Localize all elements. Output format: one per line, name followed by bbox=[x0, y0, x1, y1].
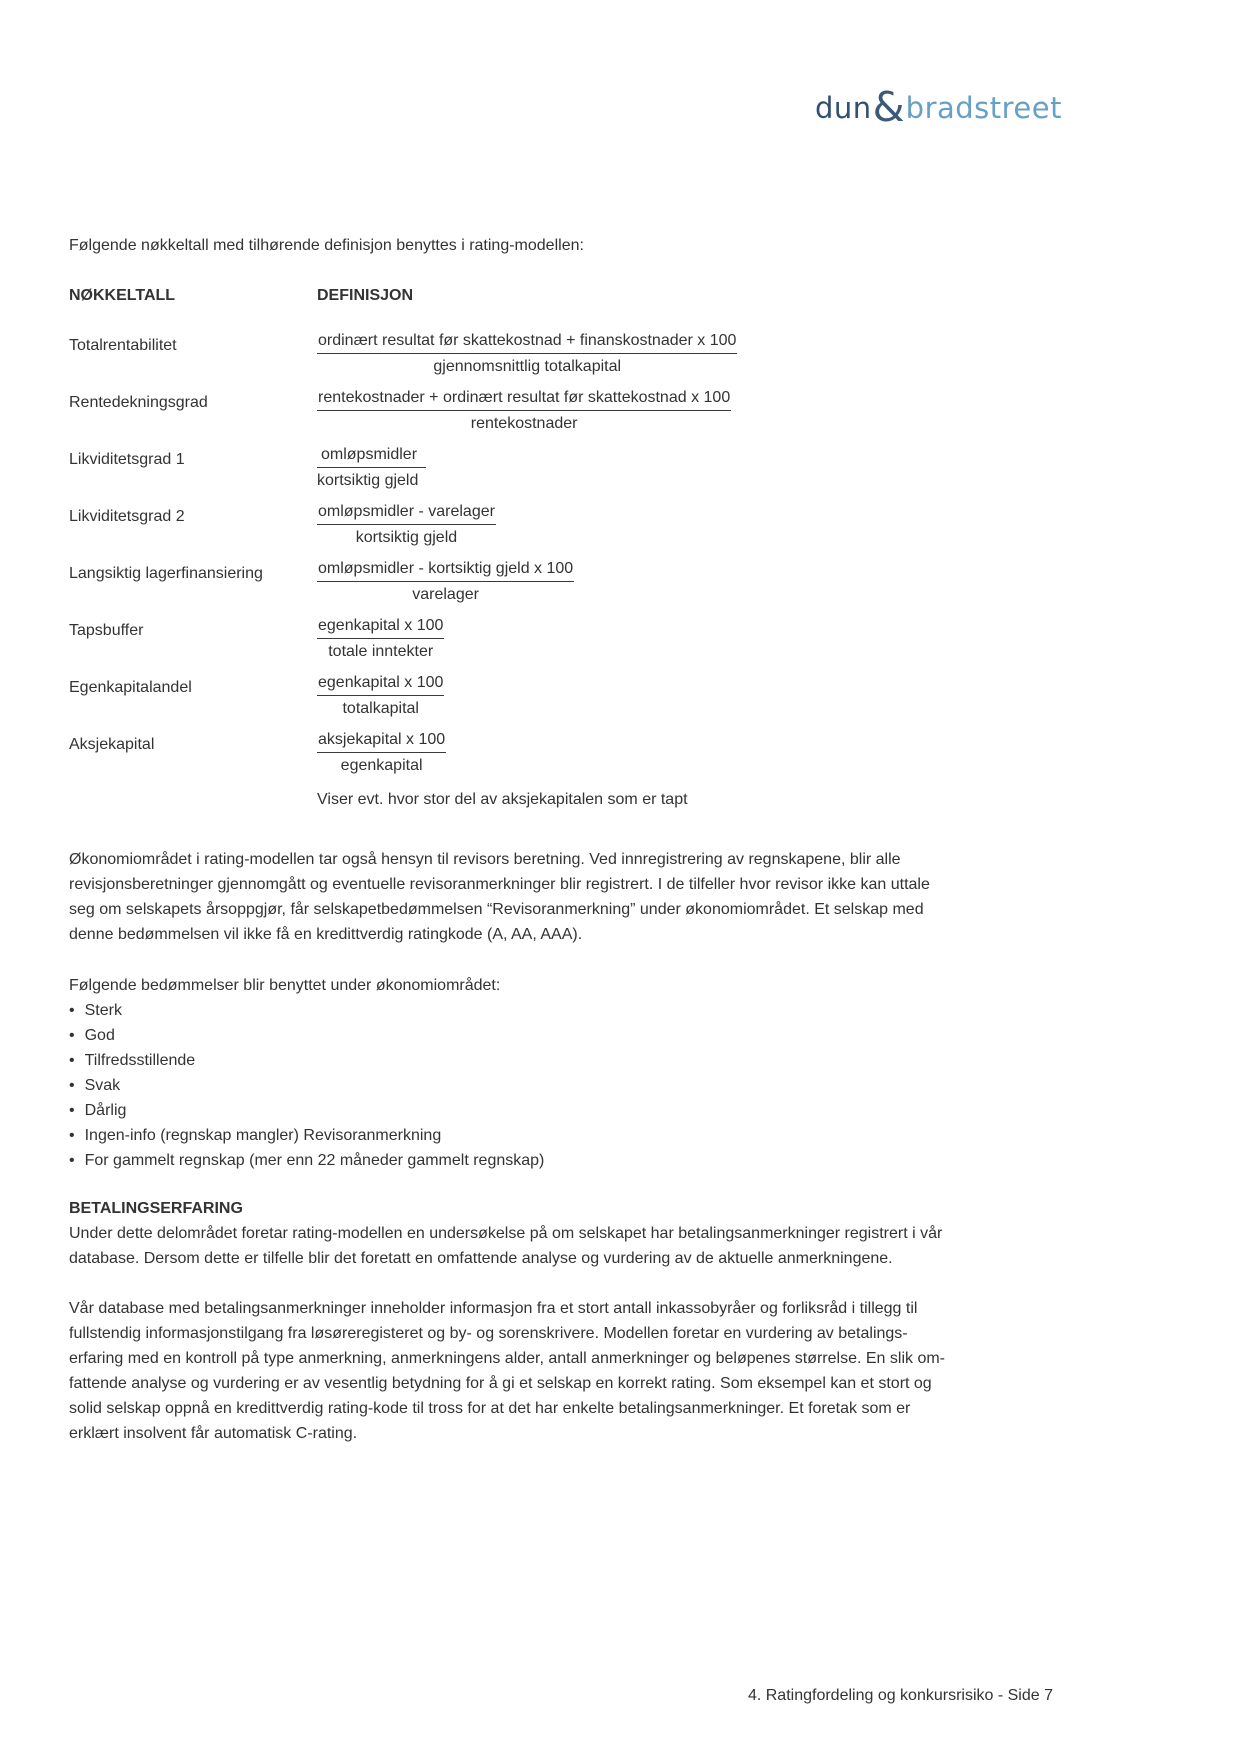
ratio-formula bbox=[317, 331, 737, 377]
formula-denominator: totalkapital bbox=[342, 700, 419, 717]
formula-numerator: omløpsmidler - kortsiktig gjeld x 100 bbox=[317, 559, 574, 582]
formula-numerator: egenkapital x 100 bbox=[317, 673, 444, 696]
dun-bradstreet-logo bbox=[815, 80, 1062, 131]
ratio-formula bbox=[317, 445, 426, 491]
formula-denominator: varelager bbox=[412, 586, 479, 603]
ratio-row-likviditetsgrad-2 bbox=[69, 502, 949, 550]
formula-denominator: kortsiktig gjeld bbox=[317, 472, 419, 489]
formula-numerator: omløpsmidler bbox=[317, 445, 426, 468]
ratio-label: Totalrentabilitet bbox=[69, 337, 177, 354]
list-item-label: • For gammelt regnskap (mer enn 22 måneder gammelt regnskap) bbox=[84, 1152, 545, 1169]
list-item bbox=[69, 1073, 949, 1098]
formula-numerator: omløpsmidler - varelager bbox=[317, 502, 496, 525]
ratio-label: Rentedekningsgrad bbox=[69, 394, 208, 411]
ratio-formula bbox=[317, 616, 444, 662]
logo-text-dun: dun bbox=[815, 91, 872, 125]
aksjekapital-note: Viser evt. hvor stor del av aksjekapitalen som er tapt bbox=[317, 791, 688, 808]
list-item bbox=[69, 998, 949, 1023]
logo-text-bradstreet: bradstreet bbox=[905, 91, 1062, 125]
ratio-label: Likviditetsgrad 1 bbox=[69, 451, 185, 468]
ratio-table-header bbox=[69, 283, 949, 308]
page-footer: 4. Ratingfordeling og konkursrisiko - Side 7 bbox=[747, 1687, 1053, 1704]
formula-denominator: kortsiktig gjeld bbox=[355, 529, 458, 546]
betalingserfaring-paragraph-1: Under dette delområdet foretar rating-modellen en undersøkelse på om selskapet har betalingsanmerkninger registrert i vår database. Dersom dette er tilfelle blir det foretatt en omfattende analyse og vurdering av de aktuelle anmerkningene. bbox=[69, 1225, 943, 1267]
ratio-formula bbox=[317, 730, 446, 776]
intro-text: Følgende nøkkeltall med tilhørende definisjon benyttes i rating-modellen: bbox=[69, 237, 584, 254]
list-item bbox=[69, 1048, 949, 1073]
aksjekapital-note-row bbox=[69, 787, 949, 812]
page-content bbox=[69, 233, 949, 1446]
ratio-row-aksjekapital bbox=[69, 730, 949, 778]
logo-ampersand-icon: & bbox=[872, 83, 905, 131]
ratio-label: Egenkapitalandel bbox=[69, 679, 192, 696]
betalingserfaring-paragraph-2: Vår database med betalingsanmerkninger inneholder informasjon fra et stort antall inkassobyråer og forliksråd i tillegg til fullstendig informasjonstilgang fra løsøreregisteret og by- og sorenskrivere. Modellen foretar en vurdering av betalings- erfaring med en kontroll på type anmerkning, anmerkningens alder, antall anmerkninger og beløpenes størrelse. En slik om- fattende analyse og vurdering er av vesentlig betydning for å gi et selskap en korrekt rating. Som eksempel kan et stort og solid selskap oppnå en kredittverdig rating-kode til tross for at det har enkelte betalingsanmerkninger. Et foretak som er erklært insolvent får automatisk C-rating. bbox=[69, 1300, 945, 1442]
formula-numerator: ordinært resultat før skattekostnad + finanskostnader x 100 bbox=[317, 331, 737, 354]
list-item-label: • God bbox=[84, 1027, 115, 1044]
ratio-label: Tapsbuffer bbox=[69, 622, 144, 639]
formula-denominator: totale inntekter bbox=[328, 643, 434, 660]
bedommelser-intro: Følgende bedømmelser blir benyttet under økonomiområdet: bbox=[69, 977, 501, 994]
ratio-row-egenkapitalandel bbox=[69, 673, 949, 721]
list-item-label: • Ingen-info (regnskap mangler) Revisoranmerkning bbox=[84, 1127, 442, 1144]
ratio-row-likviditetsgrad-1 bbox=[69, 445, 949, 493]
ratio-row-tapsbuffer bbox=[69, 616, 949, 664]
ratio-formula bbox=[317, 388, 731, 434]
list-item bbox=[69, 1023, 949, 1048]
bedommelser-list bbox=[69, 998, 949, 1173]
formula-numerator: rentekostnader + ordinært resultat før skattekostnad x 100 bbox=[317, 388, 731, 411]
list-item-label: • Svak bbox=[84, 1077, 121, 1094]
formula-numerator: aksjekapital x 100 bbox=[317, 730, 446, 753]
list-item bbox=[69, 1123, 949, 1148]
ratio-label: Likviditetsgrad 2 bbox=[69, 508, 185, 525]
list-item-label: • Tilfredsstillende bbox=[84, 1052, 196, 1069]
okonomi-paragraph: Økonomiområdet i rating-modellen tar også hensyn til revisors beretning. Ved innregistrering av regnskapene, blir alle revisjonsberetninger gjennomgått og eventuelle revisoranmerkninger blir registrert. I de tilfeller hvor revisor ikke kan uttale seg om selskapets årsoppgjør, får selskapetbedømmelsen “Revisoranmerkning” under økonomiområdet. Et selskap med denne bedømmelsen vil ikke få en kredittverdig ratingkode (A, AA, AAA). bbox=[69, 851, 930, 943]
ratio-row-totalrentabilitet bbox=[69, 331, 949, 379]
ratio-label: Aksjekapital bbox=[69, 736, 155, 753]
formula-numerator: egenkapital x 100 bbox=[317, 616, 444, 639]
list-item-label: • Sterk bbox=[84, 1002, 122, 1019]
ratio-formula bbox=[317, 673, 444, 719]
column-header-definisjon: DEFINISJON bbox=[317, 287, 414, 304]
betalingserfaring-heading: BETALINGSERFARING bbox=[69, 1200, 243, 1217]
formula-denominator: egenkapital bbox=[340, 757, 423, 774]
column-header-nokkeltall: NØKKELTALL bbox=[69, 287, 176, 304]
ratio-row-langsiktig-lagerfinansiering bbox=[69, 559, 949, 607]
ratio-formula bbox=[317, 559, 574, 605]
list-item bbox=[69, 1098, 949, 1123]
ratio-label: Langsiktig lagerfinansiering bbox=[69, 565, 263, 582]
ratio-formula bbox=[317, 502, 496, 548]
formula-denominator: rentekostnader bbox=[470, 415, 578, 432]
list-item bbox=[69, 1148, 949, 1173]
formula-denominator: gjennomsnittlig totalkapital bbox=[433, 358, 622, 375]
ratio-row-rentedekningsgrad bbox=[69, 388, 949, 436]
list-item-label: • Dårlig bbox=[84, 1102, 127, 1119]
